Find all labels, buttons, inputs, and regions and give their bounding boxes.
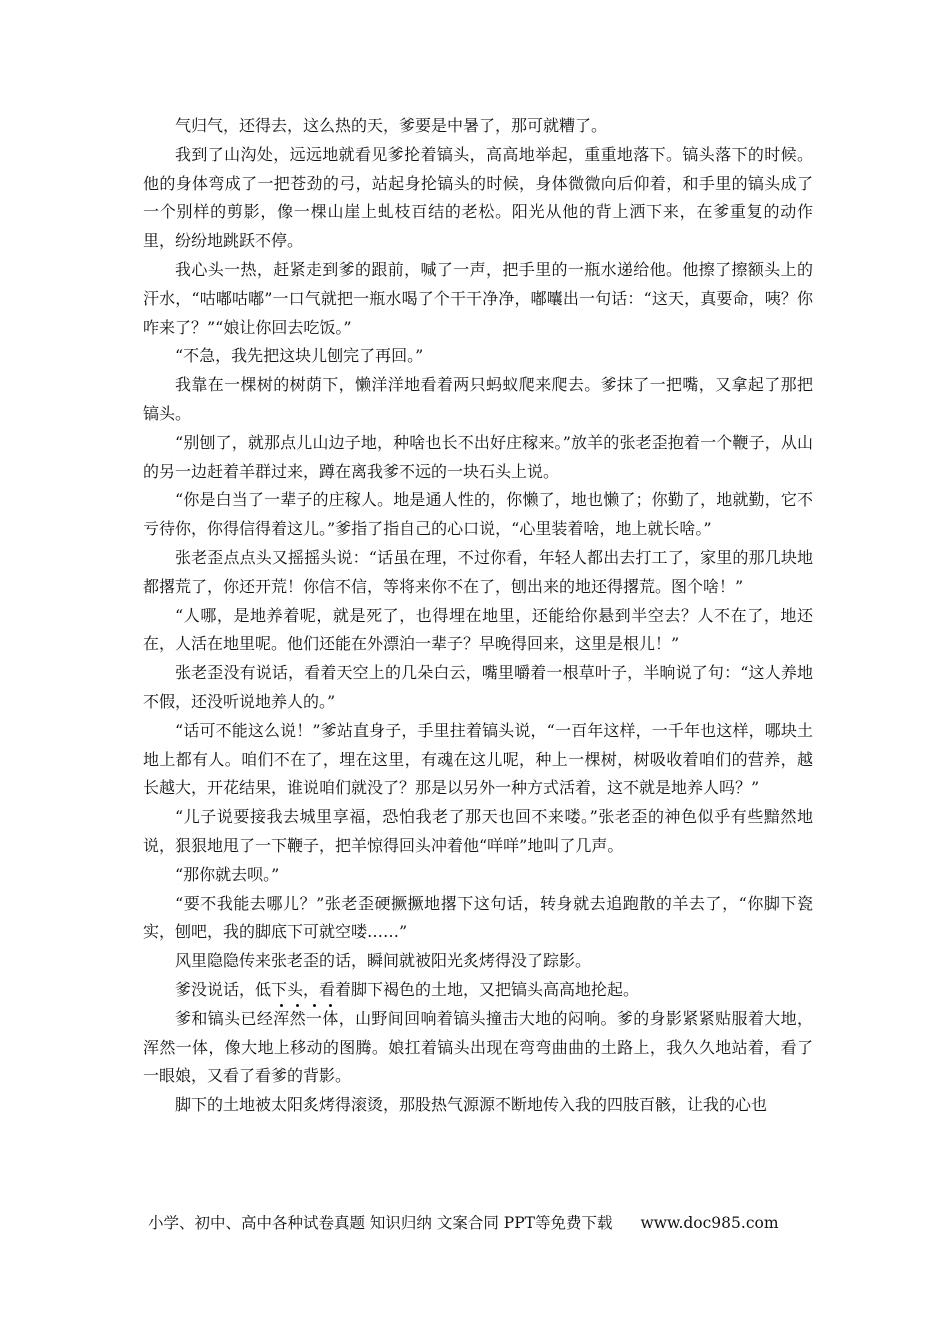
paragraph-text-before: 爹和镐头已经: [175, 1008, 274, 1028]
paragraph: 爹没说话，低下头，看着脚下褐色的土地，又把镐头高高地抡起。: [175, 979, 640, 999]
paragraph: “别刨了，就那点儿山边子地，种啥也长不出好庄稼来。”放羊的张老歪抱着一个鞭子，从山的另一边赶着羊群过来，蹲在离我爹不远的一块石头上说。: [143, 432, 813, 481]
paragraph-emphasis: [143, 1005, 813, 1091]
emphasis-dot-char: 然: [289, 1008, 306, 1028]
paragraph-last: 脚下的土地被太阳炙烤得滚烫，那股热气源源不断地传入我的四肢百骸，让我的心也: [175, 1095, 768, 1115]
paragraph: 风里隐隐传来张老歪的话，瞬间就被阳光炙烤得没了踪影。: [175, 951, 592, 971]
emphasis-dotted-phrase: [273, 1009, 339, 1028]
paragraph: “人哪，是地养着呢，就是死了，也得埋在地里，还能给你悬到半空去？人不在了，地还在，人活在地里呢。他们还能在外漂泊一辈子？早晚得回来，这里是根儿！”: [143, 605, 813, 654]
paragraph: “你是白当了一辈子的庄稼人。地是通人性的，你懒了，地也懒了；你勤了，地就勤，它不亏待你，你得信得着这儿。”爹指了指自己的心口说，“心里装着啥，地上就长啥。”: [143, 490, 813, 539]
paragraph: “要不我能去哪儿？”张老歪硬撅撅地撂下这句话，转身就去追跑散的羊去了，“你脚下瓷实，刨吧，我的脚底下可就空喽……”: [143, 893, 813, 942]
emphasis-dot-char: 体: [322, 1008, 339, 1028]
paragraph: “话可不能这么说！”爹站直身子，手里拄着镐头说，“一百年这样，一千年也这样，哪块土地上都有人。咱们不在了，埋在这里，有魂在这儿呢，种上一棵树，树吸收着咱们的营养，越长越大，开花结果，谁说咱们就没了？那是以另外一种方式活着，这不就是地养人吗？”: [143, 720, 813, 798]
paragraph: 张老歪点点头又摇摇头说：“话虽在理，不过你看，年轻人都出去打工了，家里的那几块地都撂荒了，你还开荒！你信不信，等将来你不在了，刨出来的地还得撂荒。图个啥！”: [143, 547, 813, 596]
paragraph: “那你就去呗。”: [175, 864, 280, 884]
footer-banner: [148, 1212, 828, 1234]
paragraph: “儿子说要接我去城里享福，恐怕我老了那天也回不来喽。”张老歪的神色似乎有些黯然地说，狠狠地甩了一下鞭子，把羊惊得回头冲着他“咩咩”地叫了几声。: [143, 807, 813, 855]
emphasis-dot-char: 一: [305, 1008, 323, 1028]
emphasis-dot-char: 浑: [273, 1008, 290, 1028]
paragraph: “不急，我先把这块儿刨完了再回。”: [175, 346, 424, 366]
footer-text: 小学、初中、高中各种试卷真题 知识归纳 文案合同 PPT等免费下载: [148, 1214, 613, 1232]
paragraph-text-after: ，山野间回响着镐头撞击大地的闷响。爹的身影紧紧贴服着大地，浑然一体，像大地上移动的图腾。娘扛着镐头出现在弯弯曲曲的土路上，我久久地站着，看了一眼娘，又看了看爹的背影。: [143, 1008, 813, 1086]
paragraph: 张老歪没有说话，看着天空上的几朵白云，嘴里嚼着一根草叶子，半晌说了句：“这人养地不假，还没听说地养人的。”: [143, 663, 813, 711]
story-text: [143, 112, 813, 1120]
footer-url: www.doc985.com: [640, 1214, 779, 1232]
paragraph: 我心头一热，赶紧走到爹的跟前，喊了一声，把手里的一瓶水递给他。他擦了擦额头上的汗水，“咕嘟咕嘟”一口气就把一瓶水喝了个干干净净，嘟囔出一句话：“这天，真要命，咦？你咋来了？”“娘让你回去吃饭。”: [143, 259, 813, 337]
paragraph: 我靠在一棵树的树荫下，懒洋洋地看着两只蚂蚁爬来爬去。爹抹了一把嘴，又拿起了那把镐头。: [143, 375, 813, 423]
paragraph: 气归气，还得去，这么热的天，爹要是中暑了，那可就糟了。: [175, 116, 608, 135]
paragraph: 我到了山沟处，远远地就看见爹抡着镐头，高高地举起，重重地落下。镐头落下的时候。他的身体弯成了一把苍劲的弓，站起身抡镐头的时候，身体微微向后仰着，和手里的镐头成了一个别样的剪影，像一棵山崖上虬枝百结的老松。阳光从他的背上洒下来，在爹重复的动作里，纷纷地跳跃不停。: [143, 144, 813, 251]
